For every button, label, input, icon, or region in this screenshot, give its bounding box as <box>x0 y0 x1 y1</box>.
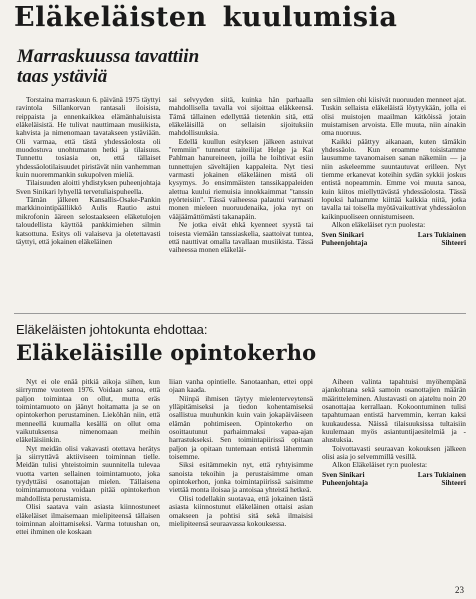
article1-column-3 <box>321 96 466 310</box>
article2-signoff-intro: Alkon Eläkeläiset ry:n puolesta: <box>332 460 428 470</box>
masthead-word-1: Eläkeläisten <box>14 2 207 33</box>
signature-left <box>321 231 367 248</box>
article2-signatures <box>322 471 466 488</box>
article2-column-1 <box>16 378 160 588</box>
article1-paragraph: sen silmien ohi kiisivät nuoruuden menneet ajat. Tuskin sellaista eläkeläistä löytyykään, jolla ei olisi muistojen maailman kätköissä jotain muistamisen arvoista. Elle muuta, niin ainakin oma nuoruus. <box>321 96 467 138</box>
article2-paragraph: Toivottavasti seuraavan kokouksen jälkeen olisi asia jo selvemmillä vesillä. <box>322 443 466 462</box>
article2-kicker: Eläkeläisten johtokunta ehdottaa: <box>16 322 208 337</box>
signature-role: Sihteeri <box>441 237 467 247</box>
article2-paragraph: Olisi saatava vain asiasta kiinnostuneet eläkeläiset ilmaisemaan mielipiteensä tällaisen toiminnan aloittamiseksi. Varma totuushan on, ettei ihminen ole koskaan <box>16 502 160 537</box>
article2-column-3 <box>322 378 466 588</box>
article2-paragraph: Siksi esitämmekin nyt, että ryhtyisimme sanoista tekoihin ja perustaisimme oman opintokerhon, jonka toimintapiirissä saisimme viettää monta iloisaa ja antoisaa yhteistä hetkeä. <box>169 460 313 495</box>
signature-right <box>418 471 466 488</box>
article1-paragraph: Torstaina marraskuun 6. päivänä 1975 täyttyi ravintola Sillankorvan rantasali iloisista, reippaista ja ennenkaikkea elämänhaluisista eläkeläisistä. He tulivat nauttimaan musiikista, kahvista ja nimenomaan tavatakseen ystäviään. Oli varmaa, että tästä yhdessäolosta oli muodostuva unohtumaton hetki ja tilaisuus. Tunnettu tosiasia on, että tällaiset yhdessäolotilaisuudet piristävät niin vanhemman kuin nuoremmankin sukupolven mieliä. <box>16 96 161 180</box>
signature-left <box>322 471 368 488</box>
article2-paragraph: Niinpä ihmisen täytyy mielenterveytensä ylläpitämiseksi ja tiedon kohentamiseksi osallistua muuhunkin kuin vain jokapäiväiseen elämän pohtimiseen. Opintokerho on osoittautunut parhaimmaksi vapaa-ajan harrastukseksi. Sen toimintapiirissä opitaan paljon ja opitaan tuntemaan entistä lähemmin toisemme. <box>169 393 313 462</box>
article1-paragraph: sai selvyyden siitä, kuinka hän parhaalla mahdollisella tavalla voi sijoittaa eläkkeensä. Tämä tällainen edellyttää tietenkin sitä, että eläkeläisillä on sellaisin sijoituksiin mahdollisuuksia. <box>168 96 314 138</box>
article2-paragraph: Nyt meidän olisi vakavasti otettava herätys ja siirryttävä aktiiviseen toiminnan tielle. Meidän tulisi yhteistoimin suunnitella tulevaa vuotta varten sellainen toimintamuoto, joka tyydyttäisi osanottajan mielen. Tällaisena toimintamuotona voidaan pitää opintokerhon mahdollista perustamista. <box>16 443 160 503</box>
article1-headline-line-2: taas ystäviä <box>17 66 108 87</box>
article2-headline: Eläkeläisille opintokerho <box>16 340 317 365</box>
article1-headline <box>17 47 199 87</box>
page-number: 23 <box>455 585 464 595</box>
article1-paragraph: Edellä kuullun esityksen jälkeen astuivat "remmiin" tunnetut taiteilijat Helge ja Kai Pahlman hanureineen, joilla he loihtivat esiin tunnettujen säveltäjien kappaleita. Nyt tiesi varmasti jokainen eläkeläinen mistä oli kysymys. Jo ensimmäisten tanssikappaleiden alettua kuului riemuisia innokkaimmat "tanssin pyörteisiin". Tässä vaiheessa palautui varmasti monen mieleen nuoruudenaika, joka nyt on vääjäämättömästi takanapäin. <box>168 136 314 221</box>
article2-paragraph: Nyt ei ole enää pitkiä aikoja siihen, kun siirrymme vuoteen 1976. Voidaan sanoa, että paljon toimintaa on ollut, mutta eräs toimintamuoto on jäänyt hoitamatta ja se on opintokerhon perustaminen. Lieköhän niin, että menneellä kuumalla kesällä on ollut oma vaikutuksensa nimenomaan meihin eläkeläisiinkin. <box>16 378 160 445</box>
signature-name: Lars Tukiainen <box>417 469 466 479</box>
article1-paragraph: Ne jotka eivät ehkä kyenneet syystä tai toisesta viemään tanssiaskelia, saattoivat tuntea, että nauttivat omalla tavallaan musiikista. Tässä vaiheessa monen eläkeläi- <box>168 220 314 255</box>
signature-role: Sihteeri <box>441 478 466 488</box>
article2-paragraph: Olisi todellakin suotavaa, että jokainen tästä asiasta kiinnostunut eläkeläinen ottaisi asian omakseen ja pohtisi sitä sekä ilmaisisi mielipiteensä seuraavassa kokouksessa. <box>169 493 313 528</box>
article2-column-2 <box>169 378 313 588</box>
article1-body <box>16 96 466 310</box>
article1-paragraph: Tilaisuuden aloitti yhdistyksen puheenjohtaja Sven Sinikari lyhyellä tervetuliaispuheella. <box>16 178 161 196</box>
signature-name: Sven Sinikari <box>322 469 365 479</box>
article2-body <box>16 378 466 588</box>
article1-paragraph: Kaikki päättyy aikanaan, kuten tämäkin yhdessäolo. Kun eroamme toisistamme lausumme tavanomaisen sanan näkemiin — ja niin askeleemme suuntautuvat erilleen. Nyt tiemme erkanevat koteihin sydän sykkii joskus entistä nopeammin. Emme voi muuta sanoa, kuin kiitos miellyttävästä yhdessäolosta. Tässä lopuksi haluamme kiittää kaikkia niitä, jotka tavalla tai toisella myötävaikuttivat yhdessäolon kaikinpuoliseen onnistumiseen. <box>321 136 467 221</box>
article1-signoff-intro: Alkon eläkeläiset ry:n puolesta: <box>331 220 426 230</box>
signature-right <box>418 231 466 248</box>
article1-column-2 <box>169 96 314 310</box>
masthead <box>14 2 397 33</box>
article1-headline-line-1: Marraskuussa tavattiin <box>17 46 200 67</box>
signature-name: Sven Sinikari <box>321 229 364 239</box>
article2-paragraph: Aiheen valinta tapahtuisi myöhempänä ajankohtana sekä samoin osanottajien määrän määritteleminen. Alustavasti on ajateltu noin 20 osanottajaa kerrallaan. Kokoontuminen tulisi tapahtumaan entistä harvemmin, kerran kaksi kuukaudessa. Näissä tilaisuuksissa tultaisiin kuulemaan myös asiantuntijaesitelmiä ja -alustuksia. <box>322 378 466 445</box>
section-divider <box>14 313 466 314</box>
article1-paragraph: Tämän jälkeen Kansallis-Osake-Pankin markkinointipäällikkö Aulis Rautio astui mikrofonin ääreen selostaakseen eläketulojen taloudellista käyttöä pankkimiehen silmin katsottuna. Esitys oli valaiseva ja oletettavasti täyttyi, että jokainen eläkeläinen <box>16 195 161 246</box>
signature-name: Lars Tukiainen <box>417 229 467 239</box>
article1-column-1 <box>16 96 161 310</box>
signature-role: Puheenjohtaja <box>322 478 368 488</box>
article1-signatures <box>321 231 466 248</box>
article2-paragraph: liian vanha opintielle. Sanotaanhan, ettei oppi ojaan kaada. <box>169 378 313 395</box>
masthead-word-2: kuulumisia <box>222 2 398 33</box>
signature-role: Puheenjohtaja <box>321 237 368 247</box>
